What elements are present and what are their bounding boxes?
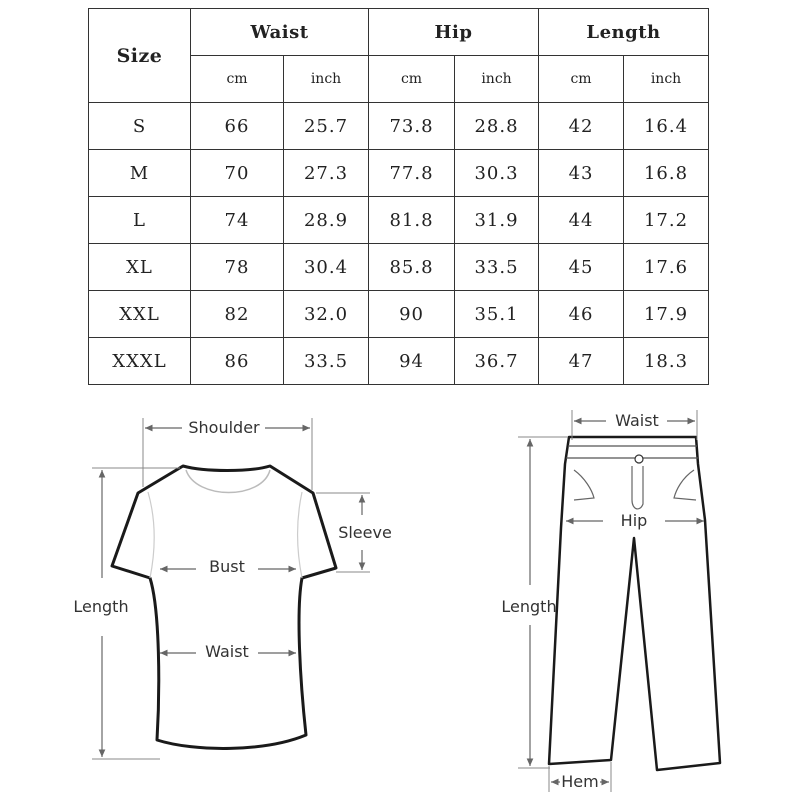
value-cell: 28.8 — [455, 103, 539, 150]
unit-inch: inch — [624, 56, 709, 103]
value-cell: 66 — [191, 103, 284, 150]
size-cell: S — [89, 103, 191, 150]
pants-outline — [549, 437, 720, 770]
size-cell: L — [89, 197, 191, 244]
value-cell: 30.3 — [455, 150, 539, 197]
value-cell: 77.8 — [369, 150, 455, 197]
value-cell: 94 — [369, 338, 455, 385]
length-header: Length — [539, 9, 709, 56]
value-cell: 32.0 — [284, 291, 369, 338]
value-cell: 45 — [539, 244, 624, 291]
value-cell: 31.9 — [455, 197, 539, 244]
value-cell: 16.4 — [624, 103, 709, 150]
size-cell: XXXL — [89, 338, 191, 385]
value-cell: 78 — [191, 244, 284, 291]
unit-inch: inch — [284, 56, 369, 103]
value-cell: 25.7 — [284, 103, 369, 150]
pants-waist-label: Waist — [615, 411, 659, 430]
value-cell: 17.9 — [624, 291, 709, 338]
pants-length-label: Length — [501, 597, 557, 616]
value-cell: 47 — [539, 338, 624, 385]
sleeve-label: Sleeve — [338, 523, 392, 542]
size-header: Size — [89, 9, 191, 103]
value-cell: 42 — [539, 103, 624, 150]
bust-label: Bust — [209, 557, 245, 576]
value-cell: 17.6 — [624, 244, 709, 291]
value-cell: 90 — [369, 291, 455, 338]
length-label: Length — [73, 597, 129, 616]
value-cell: 43 — [539, 150, 624, 197]
unit-cm: cm — [191, 56, 284, 103]
value-cell: 28.9 — [284, 197, 369, 244]
value-cell: 73.8 — [369, 103, 455, 150]
value-cell: 44 — [539, 197, 624, 244]
value-cell: 33.5 — [455, 244, 539, 291]
size-cell: XXL — [89, 291, 191, 338]
unit-cm: cm — [539, 56, 624, 103]
shoulder-label: Shoulder — [188, 418, 260, 437]
size-cell: M — [89, 150, 191, 197]
unit-inch: inch — [455, 56, 539, 103]
value-cell: 86 — [191, 338, 284, 385]
pants-hip-label: Hip — [620, 511, 648, 530]
value-cell: 16.8 — [624, 150, 709, 197]
pants-button — [635, 455, 643, 463]
value-cell: 82 — [191, 291, 284, 338]
value-cell: 17.2 — [624, 197, 709, 244]
value-cell: 70 — [191, 150, 284, 197]
value-cell: 18.3 — [624, 338, 709, 385]
waist-label: Waist — [205, 642, 249, 661]
hip-header: Hip — [369, 9, 539, 56]
value-cell: 81.8 — [369, 197, 455, 244]
value-cell: 36.7 — [455, 338, 539, 385]
tshirt-diagram — [73, 418, 391, 759]
value-cell: 27.3 — [284, 150, 369, 197]
value-cell: 33.5 — [284, 338, 369, 385]
pants-hem-label: Hem — [561, 772, 599, 791]
size-cell: XL — [89, 244, 191, 291]
value-cell: 74 — [191, 197, 284, 244]
tshirt-outline — [112, 466, 336, 748]
waist-header: Waist — [191, 9, 369, 56]
value-cell: 85.8 — [369, 244, 455, 291]
value-cell: 30.4 — [284, 244, 369, 291]
unit-cm: cm — [369, 56, 455, 103]
pants-diagram — [501, 410, 720, 792]
value-cell: 35.1 — [455, 291, 539, 338]
value-cell: 46 — [539, 291, 624, 338]
